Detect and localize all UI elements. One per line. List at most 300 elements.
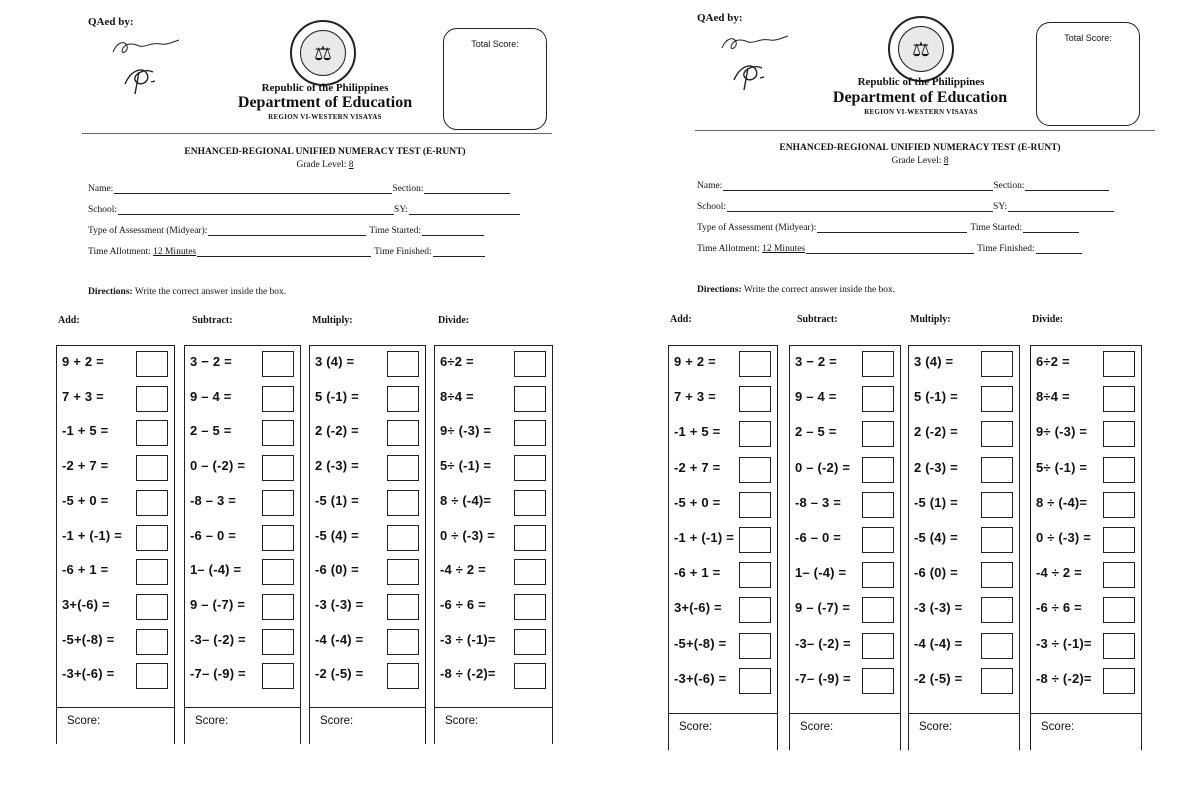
problem-item (185, 455, 300, 481)
answer-box[interactable] (514, 351, 546, 377)
problem-expression: 9 – 4 = (795, 389, 837, 405)
worksheet-right (610, 0, 1200, 785)
directions: Directions: Write the correct answer inside the box. (697, 285, 896, 295)
time-allotment-field: Time Allotment: 12 Minutes Time Finished: (697, 243, 1082, 254)
answer-box[interactable] (981, 562, 1013, 588)
problem-expression: 6÷2 = (1036, 354, 1070, 369)
qaed-by-label: QAed by: (697, 12, 743, 24)
grade-level: Grade Level: 8 (296, 160, 354, 170)
answer-box[interactable] (262, 490, 294, 516)
problem-item (909, 351, 1019, 377)
problem-item (57, 490, 174, 516)
problem-expression: 9 + 2 = (674, 354, 716, 369)
region-label: REGION VI-WESTERN VISAYAS (864, 108, 978, 116)
answer-box[interactable] (981, 421, 1013, 447)
problem-expression: -6 + 1 = (674, 565, 721, 581)
problem-expression: -5 (1) = (315, 492, 359, 508)
problem-expression: -6 + 1 = (62, 562, 109, 578)
problem-item (790, 597, 900, 623)
problem-expression: -6 – 0 = (795, 530, 842, 545)
answer-box[interactable] (262, 455, 294, 481)
answer-box[interactable] (862, 421, 894, 447)
answer-box[interactable] (514, 594, 546, 620)
divide-column (434, 345, 553, 709)
problem-item (909, 527, 1019, 553)
problem-item (185, 594, 300, 620)
name-field: Name: Section: (697, 180, 1109, 191)
directions: Directions: Write the correct answer inside the box. (88, 287, 287, 297)
problem-expression: 6÷2 = (440, 354, 474, 369)
problem-expression: -7– (-9) = (190, 666, 246, 682)
problem-item (57, 594, 174, 620)
problem-item (1031, 562, 1141, 588)
answer-box[interactable] (136, 455, 168, 481)
problem-item (310, 351, 425, 377)
add-label: Add: (58, 315, 80, 326)
add-score-box[interactable] (668, 713, 778, 750)
problem-expression: -1 + (-1) = (674, 530, 734, 545)
problem-item (909, 633, 1019, 659)
answer-box[interactable] (862, 633, 894, 659)
worksheet-left (0, 0, 590, 785)
answer-box[interactable] (136, 594, 168, 620)
subtract-label: Subtract: (797, 314, 838, 325)
answer-box[interactable] (262, 594, 294, 620)
answer-box[interactable] (262, 629, 294, 655)
answer-box[interactable] (514, 629, 546, 655)
answer-box[interactable] (387, 455, 419, 481)
total-score-label: Total Score: (1064, 33, 1112, 43)
score-label: Score: (195, 715, 229, 727)
problem-item (1031, 633, 1141, 659)
problem-expression: 2 – 5 = (190, 423, 232, 439)
problem-item (790, 527, 900, 553)
problem-item (185, 629, 300, 655)
divide-label: Divide: (1032, 314, 1064, 325)
problem-item (435, 455, 552, 481)
answer-box[interactable] (981, 668, 1013, 694)
answer-box[interactable] (862, 597, 894, 623)
problem-expression: -6 – 0 = (190, 527, 237, 543)
problem-item (185, 351, 300, 377)
score-label: Score: (800, 721, 834, 733)
answer-box[interactable] (262, 525, 294, 551)
problem-item (310, 629, 425, 655)
problem-item (790, 386, 900, 412)
answer-box[interactable] (1103, 562, 1135, 588)
problem-item (57, 455, 174, 481)
problem-item (185, 525, 300, 551)
department-title: Department of Education (237, 94, 413, 111)
problem-expression: -5 + 0 = (62, 492, 109, 508)
answer-box[interactable] (514, 525, 546, 551)
answer-box[interactable] (262, 559, 294, 585)
qaed-by-label: QAed by: (88, 16, 134, 28)
problem-expression: 2 (-2) = (914, 424, 958, 440)
name-field: Name: Section: (88, 183, 510, 194)
problem-expression: -3 (-3) = (315, 596, 364, 612)
problem-expression: -5+(-8) = (674, 635, 727, 651)
problem-expression: 0 ÷ (-3) = (1036, 530, 1092, 545)
problem-item (1031, 597, 1141, 623)
problem-expression: -5 (1) = (914, 494, 958, 510)
problem-item (310, 386, 425, 412)
problem-expression: -3+(-6) = (62, 666, 115, 682)
answer-box[interactable] (862, 351, 894, 377)
problem-item (790, 633, 900, 659)
total-score-box (443, 28, 547, 130)
answer-box[interactable] (387, 351, 419, 377)
problem-item (909, 597, 1019, 623)
problem-expression: -4 (-4) = (315, 631, 364, 647)
answer-box[interactable] (514, 663, 546, 689)
problem-item (669, 668, 777, 694)
answer-box[interactable] (387, 629, 419, 655)
divide-score-box[interactable] (434, 707, 553, 744)
grade-level: Grade Level: 8 (891, 156, 949, 166)
problem-expression: -3– (-2) = (190, 631, 246, 647)
answer-box[interactable] (262, 351, 294, 377)
answer-box[interactable] (387, 420, 419, 446)
problem-item (669, 421, 777, 447)
problem-item (1031, 386, 1141, 412)
problem-expression: 3 − 2 = (795, 354, 837, 369)
problem-item (185, 386, 300, 412)
multiply-score-box[interactable] (309, 707, 426, 744)
problem-item (669, 492, 777, 518)
answer-box[interactable] (739, 633, 771, 659)
answer-box[interactable] (387, 386, 419, 412)
answer-box[interactable] (136, 420, 168, 446)
problem-item (185, 559, 300, 585)
problem-expression: -8 ÷ (-2)= (1036, 670, 1092, 686)
answer-box[interactable] (387, 559, 419, 585)
answer-box[interactable] (1103, 386, 1135, 412)
divide-column (1030, 345, 1142, 715)
answer-box[interactable] (1103, 597, 1135, 623)
school-field: School: SY: (697, 201, 1114, 212)
assessment-field: Type of Assessment (Midyear): Time Started: (697, 222, 1079, 233)
multiply-label: Multiply: (312, 315, 353, 326)
region-label: REGION VI-WESTERN VISAYAS (268, 113, 382, 121)
problem-item (909, 457, 1019, 483)
answer-box[interactable] (136, 559, 168, 585)
problem-item (1031, 527, 1141, 553)
subtract-score-box[interactable] (789, 713, 901, 750)
answer-box[interactable] (1103, 457, 1135, 483)
problem-expression: 7 + 3 = (674, 389, 716, 405)
problem-item (1031, 457, 1141, 483)
problem-expression: -2 + 7 = (62, 458, 109, 474)
answer-box[interactable] (862, 386, 894, 412)
problem-item (310, 455, 425, 481)
problem-item (1031, 668, 1141, 694)
problem-expression: 5÷ (-1) = (440, 458, 492, 474)
problem-expression: -1 + 5 = (674, 424, 721, 440)
signature (105, 32, 185, 98)
subtract-label: Subtract: (192, 315, 233, 326)
problem-expression: -3+(-6) = (674, 670, 727, 686)
problem-item (310, 559, 425, 585)
problem-expression: 1– (-4) = (795, 565, 847, 581)
problem-expression: -4 ÷ 2 = (1036, 565, 1082, 581)
problem-expression: 1– (-4) = (190, 562, 242, 578)
signature (714, 28, 794, 94)
test-title: ENHANCED-REGIONAL UNIFIED NUMERACY TEST (E-RUNT) (184, 147, 466, 157)
answer-box[interactable] (1103, 527, 1135, 553)
problem-expression: -4 ÷ 2 = (440, 562, 486, 578)
problem-expression: -2 + 7 = (674, 459, 721, 475)
problem-item (1031, 492, 1141, 518)
answer-box[interactable] (1103, 421, 1135, 447)
problem-expression: 2 (-3) = (315, 458, 359, 474)
deped-seal-icon: ⚖ (888, 16, 954, 82)
department-title: Department of Education (832, 89, 1008, 106)
answer-box[interactable] (1103, 668, 1135, 694)
answer-box[interactable] (136, 386, 168, 412)
problem-item (435, 490, 552, 516)
problem-expression: -8 ÷ (-2)= (440, 666, 496, 682)
problem-item (310, 420, 425, 446)
problem-expression: 0 – (-2) = (795, 459, 851, 475)
problem-item (790, 562, 900, 588)
problem-expression: -5 + 0 = (674, 494, 721, 510)
subtract-score-box[interactable] (184, 707, 301, 744)
multiply-column (309, 345, 426, 709)
answer-box[interactable] (514, 420, 546, 446)
problem-expression: 5 (-1) = (315, 388, 359, 404)
answer-box[interactable] (262, 386, 294, 412)
multiply-score-box[interactable] (908, 713, 1020, 750)
problem-item (310, 594, 425, 620)
problem-expression: 2 (-2) = (315, 423, 359, 439)
problem-item (669, 527, 777, 553)
answer-box[interactable] (514, 386, 546, 412)
problem-expression: 7 + 3 = (62, 388, 104, 404)
problem-item (669, 457, 777, 483)
problem-item (185, 420, 300, 446)
problem-expression: 9÷ (-3) = (1036, 424, 1088, 440)
problem-expression: 8÷4 = (440, 388, 474, 404)
answer-box[interactable] (739, 492, 771, 518)
answer-box[interactable] (862, 457, 894, 483)
problem-expression: 8 ÷ (-4)= (1036, 494, 1088, 510)
problem-expression: 3 − 2 = (190, 354, 232, 369)
problem-item (57, 663, 174, 689)
answer-box[interactable] (739, 562, 771, 588)
problem-expression: -3– (-2) = (795, 635, 851, 651)
problem-expression: -2 (-5) = (914, 670, 963, 686)
assessment-field: Type of Assessment (Midyear): Time Started: (88, 225, 484, 236)
add-column (56, 345, 175, 709)
answer-box[interactable] (136, 629, 168, 655)
problem-item (57, 559, 174, 585)
problem-expression: 9 – (-7) = (795, 600, 851, 616)
divide-label: Divide: (438, 315, 470, 326)
problem-item (435, 386, 552, 412)
problem-item (909, 421, 1019, 447)
answer-box[interactable] (981, 527, 1013, 553)
answer-box[interactable] (739, 457, 771, 483)
problem-item (435, 663, 552, 689)
problem-item (310, 663, 425, 689)
total-score-box (1036, 22, 1140, 126)
answer-box[interactable] (136, 490, 168, 516)
school-field: School: SY: (88, 204, 520, 215)
score-label: Score: (445, 715, 479, 727)
problem-item (57, 420, 174, 446)
answer-box[interactable] (862, 668, 894, 694)
deped-seal-icon: ⚖ (290, 20, 356, 86)
problem-item (669, 597, 777, 623)
problem-expression: 5÷ (-1) = (1036, 459, 1088, 475)
problem-expression: -8 – 3 = (190, 492, 237, 508)
problem-expression: -5 (4) = (315, 527, 359, 543)
problem-item (790, 457, 900, 483)
answer-box[interactable] (862, 527, 894, 553)
problem-item (185, 663, 300, 689)
answer-box[interactable] (862, 562, 894, 588)
problem-expression: -6 (0) = (315, 562, 359, 578)
problem-expression: 5 (-1) = (914, 389, 958, 405)
problem-expression: 9 + 2 = (62, 354, 104, 369)
problem-expression: -3 ÷ (-1)= (1036, 635, 1092, 651)
answer-box[interactable] (136, 351, 168, 377)
problem-item (909, 668, 1019, 694)
answer-box[interactable] (136, 525, 168, 551)
problem-item (57, 386, 174, 412)
answer-box[interactable] (262, 663, 294, 689)
problem-expression: 9 – (-7) = (190, 596, 246, 612)
problem-item (310, 490, 425, 516)
problem-expression: -3 ÷ (-1)= (440, 631, 496, 647)
problem-expression: 3 (4) = (914, 354, 954, 369)
problem-item (909, 562, 1019, 588)
problem-item (435, 525, 552, 551)
problem-expression: -4 (-4) = (914, 635, 963, 651)
problem-item (57, 525, 174, 551)
test-title: ENHANCED-REGIONAL UNIFIED NUMERACY TEST (E-RUNT) (779, 143, 1061, 153)
problem-expression: 8 ÷ (-4)= (440, 492, 492, 508)
answer-box[interactable] (514, 455, 546, 481)
header-divider (82, 133, 552, 134)
problem-expression: 3 (4) = (315, 354, 355, 369)
problem-expression: -3 (-3) = (914, 600, 963, 616)
problem-expression: 3+(-6) = (674, 600, 722, 616)
problem-item (790, 351, 900, 377)
problem-item (790, 421, 900, 447)
multiply-label: Multiply: (910, 314, 951, 325)
answer-box[interactable] (387, 490, 419, 516)
problem-item (909, 386, 1019, 412)
problem-item (435, 559, 552, 585)
answer-box[interactable] (981, 492, 1013, 518)
problem-expression: -5 (4) = (914, 530, 958, 545)
answer-box[interactable] (1103, 351, 1135, 377)
answer-box[interactable] (981, 351, 1013, 377)
answer-box[interactable] (136, 663, 168, 689)
multiply-column (908, 345, 1020, 715)
answer-box[interactable] (739, 527, 771, 553)
add-score-box[interactable] (56, 707, 175, 744)
total-score-label: Total Score: (471, 39, 519, 49)
answer-box[interactable] (739, 386, 771, 412)
problem-expression: 9÷ (-3) = (440, 423, 492, 439)
problem-item (435, 420, 552, 446)
answer-box[interactable] (387, 663, 419, 689)
republic-label: Republic of the Philippines (261, 82, 389, 94)
problem-item (57, 629, 174, 655)
problem-expression: 9 – 4 = (190, 388, 232, 404)
add-label: Add: (670, 314, 692, 325)
problem-expression: -1 + (-1) = (62, 527, 122, 543)
score-label: Score: (320, 715, 354, 727)
divide-score-box[interactable] (1030, 713, 1142, 750)
answer-box[interactable] (514, 559, 546, 585)
problem-item (790, 492, 900, 518)
problem-item (790, 668, 900, 694)
problem-item (1031, 421, 1141, 447)
problem-expression: 2 (-3) = (914, 459, 958, 475)
problem-item (185, 490, 300, 516)
problem-item (435, 594, 552, 620)
problem-item (310, 525, 425, 551)
problem-expression: -8 – 3 = (795, 494, 842, 510)
answer-box[interactable] (862, 492, 894, 518)
problem-expression: 3+(-6) = (62, 596, 110, 612)
problem-expression: 0 ÷ (-3) = (440, 527, 496, 543)
answer-box[interactable] (739, 421, 771, 447)
problem-item (1031, 351, 1141, 377)
problem-expression: -5+(-8) = (62, 631, 115, 647)
answer-box[interactable] (387, 525, 419, 551)
problem-item (435, 351, 552, 377)
problem-expression: 8÷4 = (1036, 389, 1070, 405)
problem-expression: 2 – 5 = (795, 424, 837, 440)
problem-item (669, 633, 777, 659)
problem-expression: -2 (-5) = (315, 666, 364, 682)
answer-box[interactable] (514, 490, 546, 516)
problem-expression: -6 ÷ 6 = (440, 596, 486, 612)
problem-expression: -7– (-9) = (795, 670, 851, 686)
answer-box[interactable] (739, 597, 771, 623)
score-label: Score: (919, 721, 953, 733)
answer-box[interactable] (981, 633, 1013, 659)
answer-box[interactable] (1103, 633, 1135, 659)
score-label: Score: (67, 715, 101, 727)
score-label: Score: (679, 721, 713, 733)
problem-item (909, 492, 1019, 518)
problem-item (669, 386, 777, 412)
answer-box[interactable] (739, 351, 771, 377)
header-divider (695, 130, 1155, 131)
problem-expression: 0 – (-2) = (190, 458, 246, 474)
problem-item (669, 351, 777, 377)
problem-expression: -6 (0) = (914, 565, 958, 581)
answer-box[interactable] (981, 457, 1013, 483)
score-label: Score: (1041, 721, 1075, 733)
answer-box[interactable] (981, 597, 1013, 623)
answer-box[interactable] (739, 668, 771, 694)
add-column (668, 345, 778, 715)
answer-box[interactable] (1103, 492, 1135, 518)
time-allotment-field: Time Allotment: 12 Minutes Time Finished: (88, 246, 485, 257)
answer-box[interactable] (387, 594, 419, 620)
problem-item (435, 629, 552, 655)
answer-box[interactable] (981, 386, 1013, 412)
answer-box[interactable] (262, 420, 294, 446)
subtract-column (184, 345, 301, 709)
